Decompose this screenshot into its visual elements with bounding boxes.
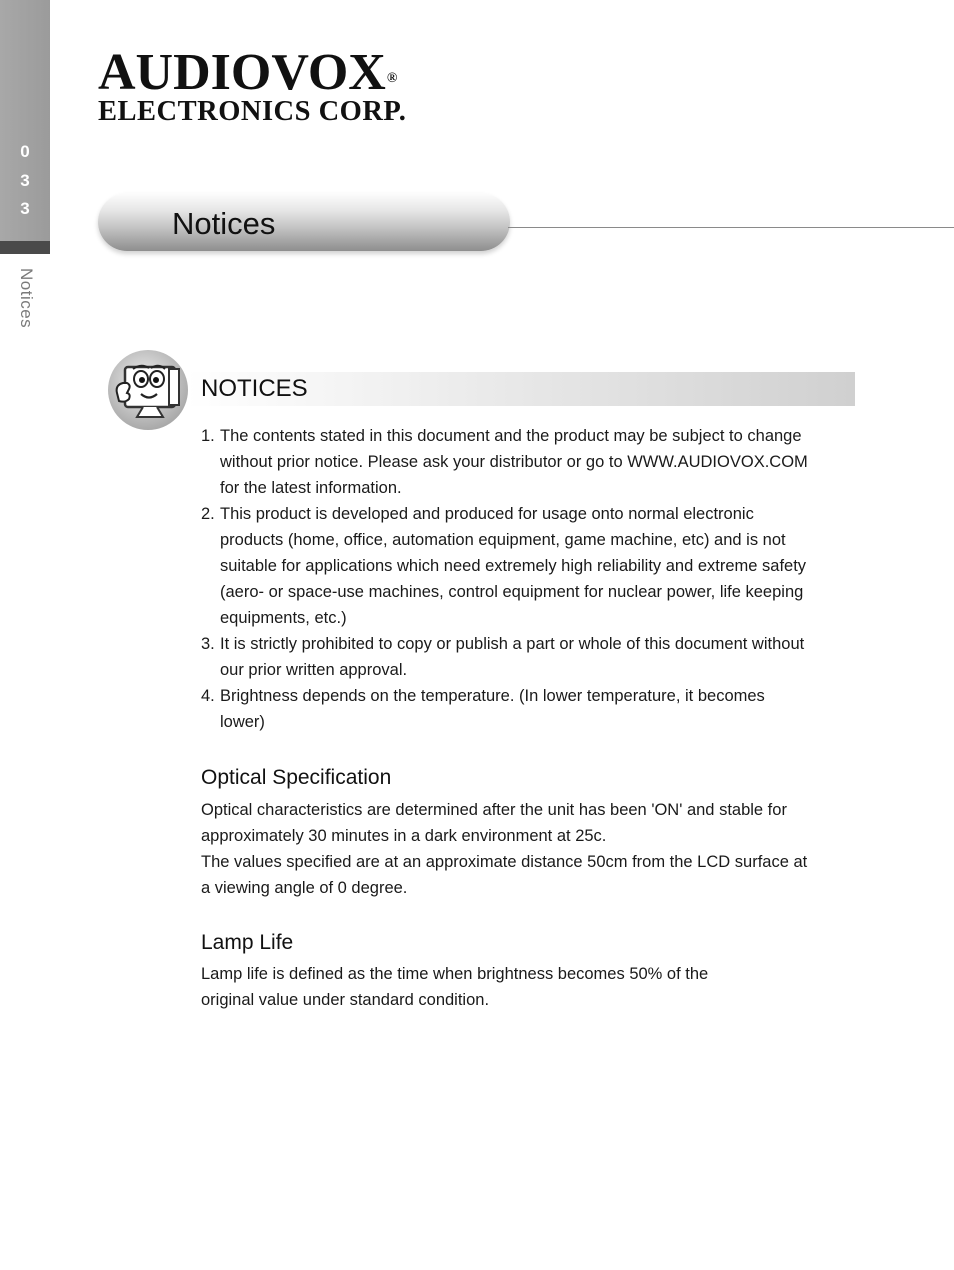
page-number: [0, 138, 50, 224]
page-digit: 0: [20, 142, 30, 161]
item-number: 1.: [201, 427, 215, 445]
logo-brand: [98, 44, 428, 101]
lamp-life-heading: Lamp Life: [201, 931, 294, 954]
page-title: Notices: [172, 206, 276, 241]
item-line: lower): [220, 713, 265, 731]
audiovox-logo: [98, 44, 428, 127]
registered-mark: ®: [386, 71, 398, 86]
item-number: 2.: [201, 505, 215, 523]
paragraph-line: Optical characteristics are determined after the unit has been 'ON' and stable for: [201, 801, 787, 819]
list-item: [201, 631, 851, 683]
notices-heading: NOTICES: [201, 375, 308, 402]
list-item: [201, 501, 851, 631]
paragraph-line: Lamp life is defined as the time when brightness becomes 50% of the: [201, 965, 709, 983]
item-line: It is strictly prohibited to copy or publish a part or whole of this document without: [220, 635, 805, 653]
item-number: 3.: [201, 635, 215, 653]
item-line: our prior written approval.: [220, 661, 408, 679]
item-line: Brightness depends on the temperature. (In lower temperature, it becomes: [220, 687, 765, 705]
item-line: (aero- or space-use machines, control equipment for nuclear power, life keeping: [220, 583, 804, 601]
notices-list: [201, 423, 851, 735]
side-strip-accent: [0, 241, 50, 254]
item-line: for the latest information.: [220, 479, 402, 497]
side-section-label: Notices: [17, 268, 36, 329]
section-title-pill: [98, 193, 510, 251]
page-digit: 3: [20, 199, 30, 218]
paragraph-line: original value under standard condition.: [201, 991, 490, 1009]
list-item: [201, 683, 851, 735]
item-line: The contents stated in this document and the product may be subject to change: [220, 427, 802, 445]
paragraph-line: The values specified are at an approximate distance 50cm from the LCD surface at: [201, 853, 808, 871]
paragraph-line: a viewing angle of 0 degree.: [201, 879, 408, 897]
item-line: suitable for applications which need extremely high reliability and extreme safety: [220, 557, 807, 575]
item-line: without prior notice. Please ask your distributor or go to WWW.AUDIOVOX.COM: [220, 453, 808, 471]
list-item: [201, 423, 851, 501]
lamp-life-text: [201, 961, 853, 1013]
paragraph-line: approximately 30 minutes in a dark environment at 25c.: [201, 827, 607, 845]
optical-spec-text: [201, 797, 853, 901]
item-line: products (home, office, automation equipment, game machine, etc) and is not: [220, 531, 786, 549]
monitor-mascot-icon: [107, 349, 189, 431]
item-line: This product is developed and produced for usage onto normal electronic: [220, 505, 754, 523]
logo-subtitle: ELECTRONICS CORP.: [98, 96, 407, 127]
logo-brand-text: AUDIOVOX: [98, 44, 386, 101]
header-divider: [508, 227, 954, 228]
item-number: 4.: [201, 687, 215, 705]
item-line: equipments, etc.): [220, 609, 347, 627]
page-digit: 3: [20, 170, 30, 190]
optical-spec-heading: Optical Specification: [201, 766, 392, 789]
